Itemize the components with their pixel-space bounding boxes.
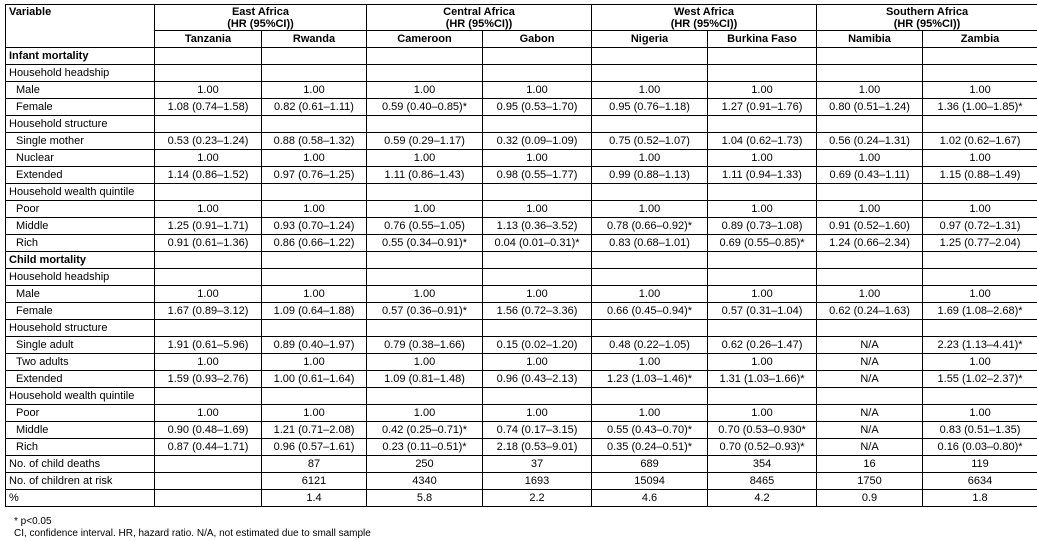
empty-cell [483, 320, 592, 337]
value-cell: 0.87 (0.44–1.71) [155, 439, 262, 456]
table-row [6, 490, 1037, 507]
value-cell: 1.00 [592, 201, 708, 218]
empty-cell [923, 320, 1037, 337]
value-cell: 0.57 (0.31–1.04) [708, 303, 817, 320]
value-cell: 1.11 (0.94–1.33) [708, 167, 817, 184]
region-header-central: Central Africa (HR (95%CI)) [367, 5, 592, 31]
value-cell: 1.00 [155, 354, 262, 371]
empty-cell [367, 269, 483, 286]
value-cell: 1.13 (0.36–3.52) [483, 218, 592, 235]
value-cell: 1.00 [367, 354, 483, 371]
value-cell: 0.75 (0.52–1.07) [592, 133, 708, 150]
empty-cell [592, 116, 708, 133]
table-row [6, 65, 1037, 82]
value-cell: 1.56 (0.72–3.36) [483, 303, 592, 320]
empty-cell [155, 320, 262, 337]
empty-cell [923, 388, 1037, 405]
value-cell: 0.59 (0.29–1.17) [367, 133, 483, 150]
country-header: Gabon [483, 31, 592, 48]
country-header: Cameroon [367, 31, 483, 48]
value-cell: 0.97 (0.72–1.31) [923, 218, 1037, 235]
value-cell: 1.00 [367, 405, 483, 422]
empty-cell [483, 48, 592, 65]
table-row [6, 439, 1037, 456]
row-label: Rich [6, 439, 155, 456]
value-cell: 1.67 (0.89–3.12) [155, 303, 262, 320]
empty-cell [817, 184, 923, 201]
empty-cell [367, 252, 483, 269]
value-cell: 1.00 [262, 286, 367, 303]
value-cell: 0.48 (0.22–1.05) [592, 337, 708, 354]
value-cell: 1.00 [923, 286, 1037, 303]
value-cell: 1.00 [923, 150, 1037, 167]
table-row [6, 303, 1037, 320]
value-cell: 1.09 (0.64–1.88) [262, 303, 367, 320]
table-row [6, 150, 1037, 167]
empty-cell [592, 388, 708, 405]
value-cell: 0.55 (0.43–0.70)* [592, 422, 708, 439]
value-cell: 1.00 [817, 150, 923, 167]
value-cell: 0.9 [817, 490, 923, 507]
value-cell: 1.00 [155, 82, 262, 99]
value-cell: 1.00 [155, 405, 262, 422]
empty-cell [483, 388, 592, 405]
empty-cell [817, 252, 923, 269]
empty-cell [817, 388, 923, 405]
empty-cell [155, 48, 262, 65]
country-header: Zambia [923, 31, 1037, 48]
row-label: Extended [6, 371, 155, 388]
value-cell: 1.00 [592, 82, 708, 99]
empty-cell [483, 252, 592, 269]
empty-cell [367, 184, 483, 201]
value-cell: 250 [367, 456, 483, 473]
hazard-ratio-table [5, 4, 1037, 507]
row-label: Male [6, 82, 155, 99]
empty-cell [708, 252, 817, 269]
row-label: Rich [6, 235, 155, 252]
empty-cell [817, 65, 923, 82]
value-cell: 1.00 [155, 286, 262, 303]
value-cell: 1.31 (1.03–1.66)* [708, 371, 817, 388]
country-header: Nigeria [592, 31, 708, 48]
value-cell: 1.00 [592, 150, 708, 167]
empty-cell [367, 48, 483, 65]
table-row [6, 456, 1037, 473]
value-cell: 4.2 [708, 490, 817, 507]
empty-cell [155, 269, 262, 286]
value-cell: 0.62 (0.26–1.47) [708, 337, 817, 354]
empty-cell [262, 320, 367, 337]
empty-cell [923, 48, 1037, 65]
region-header-west: West Africa (HR (95%CI)) [592, 5, 817, 31]
empty-cell [708, 65, 817, 82]
empty-cell [262, 252, 367, 269]
value-cell: 0.78 (0.66–0.92)* [592, 218, 708, 235]
value-cell: 0.23 (0.11–0.51)* [367, 439, 483, 456]
table-row [6, 218, 1037, 235]
value-cell: 1.00 [708, 405, 817, 422]
empty-cell [817, 48, 923, 65]
group-label: Household wealth quintile [6, 184, 155, 201]
value-cell: 0.57 (0.36–0.91)* [367, 303, 483, 320]
empty-cell [483, 269, 592, 286]
value-cell: 689 [592, 456, 708, 473]
value-cell: 1.00 [262, 150, 367, 167]
value-cell: 1.09 (0.81–1.48) [367, 371, 483, 388]
empty-cell [923, 65, 1037, 82]
value-cell: 119 [923, 456, 1037, 473]
empty-cell [367, 116, 483, 133]
empty-cell [367, 65, 483, 82]
empty-cell [483, 184, 592, 201]
value-cell: 1.69 (1.08–2.68)* [923, 303, 1037, 320]
value-cell: 1.25 (0.77–2.04) [923, 235, 1037, 252]
empty-cell [367, 320, 483, 337]
value-cell: 1.25 (0.91–1.71) [155, 218, 262, 235]
empty-cell [155, 116, 262, 133]
value-cell: 1.4 [262, 490, 367, 507]
table-row [6, 371, 1037, 388]
table-row [6, 82, 1037, 99]
table-row [6, 167, 1037, 184]
region-header-east: East Africa (HR (95%CI)) [155, 5, 367, 31]
value-cell: 0.56 (0.24–1.31) [817, 133, 923, 150]
value-cell: 1.00 (0.61–1.64) [262, 371, 367, 388]
value-cell: 0.88 (0.58–1.32) [262, 133, 367, 150]
empty-cell [923, 116, 1037, 133]
country-header: Burkina Faso [708, 31, 817, 48]
value-cell: 1.00 [367, 82, 483, 99]
value-cell: 354 [708, 456, 817, 473]
row-label: Single adult [6, 337, 155, 354]
stat-label: No. of children at risk [6, 473, 155, 490]
empty-cell [708, 388, 817, 405]
empty-cell [367, 388, 483, 405]
empty-cell [155, 252, 262, 269]
value-cell: 1.00 [708, 82, 817, 99]
table-row [6, 99, 1037, 116]
table-row [6, 201, 1037, 218]
value-cell: 1.00 [592, 286, 708, 303]
row-label: Extended [6, 167, 155, 184]
value-cell: N/A [817, 337, 923, 354]
empty-cell [262, 65, 367, 82]
empty-cell [923, 252, 1037, 269]
value-cell: 0.15 (0.02–1.20) [483, 337, 592, 354]
value-cell: 16 [817, 456, 923, 473]
value-cell: 1.00 [483, 354, 592, 371]
value-cell: 1.00 [923, 201, 1037, 218]
row-label: Nuclear [6, 150, 155, 167]
value-cell: 1.00 [262, 201, 367, 218]
value-cell: 0.55 (0.34–0.91)* [367, 235, 483, 252]
value-cell: 1.00 [592, 405, 708, 422]
stat-label: No. of child deaths [6, 456, 155, 473]
value-cell: 0.89 (0.40–1.97) [262, 337, 367, 354]
value-cell: 8465 [708, 473, 817, 490]
value-cell: 0.91 (0.52–1.60) [817, 218, 923, 235]
value-cell: 1.04 (0.62–1.73) [708, 133, 817, 150]
empty-cell [708, 48, 817, 65]
group-label: Household wealth quintile [6, 388, 155, 405]
value-cell: 0.32 (0.09–1.09) [483, 133, 592, 150]
value-cell: 4340 [367, 473, 483, 490]
group-label: Household structure [6, 320, 155, 337]
value-cell: 1.00 [923, 82, 1037, 99]
empty-cell [262, 388, 367, 405]
table-row [6, 473, 1037, 490]
value-cell: 0.99 (0.88–1.13) [592, 167, 708, 184]
table-row [6, 184, 1037, 201]
value-cell: 0.89 (0.73–1.08) [708, 218, 817, 235]
value-cell: 0.70 (0.52–0.93)* [708, 439, 817, 456]
table-row [6, 405, 1037, 422]
value-cell: 1.55 (1.02–2.37)* [923, 371, 1037, 388]
value-cell: 0.66 (0.45–0.94)* [592, 303, 708, 320]
value-cell: 0.70 (0.53–0.930* [708, 422, 817, 439]
row-label: Female [6, 303, 155, 320]
value-cell: 0.16 (0.03–0.80)* [923, 439, 1037, 456]
empty-cell [483, 65, 592, 82]
value-cell: 1.91 (0.61–5.96) [155, 337, 262, 354]
value-cell: 1.36 (1.00–1.85)* [923, 99, 1037, 116]
value-cell: 0.74 (0.17–3.15) [483, 422, 592, 439]
value-cell: 0.82 (0.61–1.11) [262, 99, 367, 116]
value-cell: 1.27 (0.91–1.76) [708, 99, 817, 116]
table-row [6, 337, 1037, 354]
empty-cell [708, 184, 817, 201]
table-row [6, 269, 1037, 286]
empty-cell [262, 269, 367, 286]
value-cell: 2.18 (0.53–9.01) [483, 439, 592, 456]
variable-header: Variable [6, 5, 155, 48]
value-cell: 1.00 [155, 150, 262, 167]
empty-cell [923, 269, 1037, 286]
group-label: Household headship [6, 65, 155, 82]
value-cell: 1.00 [483, 150, 592, 167]
table-row [6, 388, 1037, 405]
value-cell: 0.80 (0.51–1.24) [817, 99, 923, 116]
value-cell: 1.15 (0.88–1.49) [923, 167, 1037, 184]
row-label: Female [6, 99, 155, 116]
value-cell: 1.00 [708, 150, 817, 167]
value-cell: 4.6 [592, 490, 708, 507]
table-row [6, 286, 1037, 303]
value-cell: 0.95 (0.53–1.70) [483, 99, 592, 116]
value-cell: 1.00 [708, 201, 817, 218]
value-cell: 0.91 (0.61–1.36) [155, 235, 262, 252]
value-cell [155, 456, 262, 473]
value-cell: 1693 [483, 473, 592, 490]
value-cell: 1.8 [923, 490, 1037, 507]
value-cell: 1.00 [817, 201, 923, 218]
value-cell: 1.00 [817, 82, 923, 99]
empty-cell [592, 184, 708, 201]
value-cell: 0.96 (0.57–1.61) [262, 439, 367, 456]
value-cell: 1.00 [262, 405, 367, 422]
empty-cell [592, 65, 708, 82]
row-label: Single mother [6, 133, 155, 150]
value-cell: 2.23 (1.13–4.41)* [923, 337, 1037, 354]
value-cell: 0.98 (0.55–1.77) [483, 167, 592, 184]
value-cell: 1.00 [483, 405, 592, 422]
country-header: Namibia [817, 31, 923, 48]
value-cell: 1.02 (0.62–1.67) [923, 133, 1037, 150]
value-cell: N/A [817, 439, 923, 456]
table-row [6, 354, 1037, 371]
value-cell: 15094 [592, 473, 708, 490]
value-cell: 1.08 (0.74–1.58) [155, 99, 262, 116]
table-row [6, 133, 1037, 150]
value-cell: 1.00 [817, 286, 923, 303]
value-cell: 2.2 [483, 490, 592, 507]
group-label: Household structure [6, 116, 155, 133]
value-cell: 0.93 (0.70–1.24) [262, 218, 367, 235]
empty-cell [155, 388, 262, 405]
empty-cell [592, 48, 708, 65]
table-row [6, 252, 1037, 269]
value-cell: 0.83 (0.51–1.35) [923, 422, 1037, 439]
country-header: Tanzania [155, 31, 262, 48]
table-row [6, 320, 1037, 337]
value-cell: 1750 [817, 473, 923, 490]
value-cell: 0.69 (0.43–1.11) [817, 167, 923, 184]
value-cell: 1.00 [367, 201, 483, 218]
table-body [6, 48, 1037, 507]
value-cell: 1.21 (0.71–2.08) [262, 422, 367, 439]
value-cell: 0.79 (0.38–1.66) [367, 337, 483, 354]
value-cell: N/A [817, 371, 923, 388]
value-cell: 0.53 (0.23–1.24) [155, 133, 262, 150]
value-cell: N/A [817, 354, 923, 371]
value-cell: 0.83 (0.68–1.01) [592, 235, 708, 252]
empty-cell [592, 252, 708, 269]
value-cell: 1.14 (0.86–1.52) [155, 167, 262, 184]
empty-cell [262, 48, 367, 65]
table-row [6, 116, 1037, 133]
value-cell: 1.00 [367, 150, 483, 167]
empty-cell [923, 184, 1037, 201]
section-label: Child mortality [6, 252, 155, 269]
value-cell: 1.00 [262, 82, 367, 99]
value-cell: 1.23 (1.03–1.46)* [592, 371, 708, 388]
value-cell: 5.8 [367, 490, 483, 507]
row-label: Middle [6, 422, 155, 439]
footnote-abbreviations: CI, confidence interval. HR, hazard ratio. N/A, not estimated due to small sample [14, 528, 371, 539]
empty-cell [592, 320, 708, 337]
value-cell: 1.00 [923, 354, 1037, 371]
value-cell: 1.24 (0.66–2.34) [817, 235, 923, 252]
empty-cell [817, 269, 923, 286]
value-cell: N/A [817, 422, 923, 439]
empty-cell [262, 184, 367, 201]
empty-cell [262, 116, 367, 133]
value-cell: 0.76 (0.55–1.05) [367, 218, 483, 235]
value-cell: 87 [262, 456, 367, 473]
empty-cell [483, 116, 592, 133]
empty-cell [155, 65, 262, 82]
row-label: Middle [6, 218, 155, 235]
value-cell: 0.95 (0.76–1.18) [592, 99, 708, 116]
value-cell: 1.00 [923, 405, 1037, 422]
stat-label: % [6, 490, 155, 507]
empty-cell [708, 320, 817, 337]
value-cell: 0.69 (0.55–0.85)* [708, 235, 817, 252]
value-cell: 6121 [262, 473, 367, 490]
footnote-significance: * p<0.05 [14, 516, 52, 527]
value-cell: 0.96 (0.43–2.13) [483, 371, 592, 388]
empty-cell [817, 320, 923, 337]
value-cell: 0.90 (0.48–1.69) [155, 422, 262, 439]
empty-cell [708, 269, 817, 286]
value-cell: 0.59 (0.40–0.85)* [367, 99, 483, 116]
value-cell: 1.00 [592, 354, 708, 371]
table-row [6, 48, 1037, 65]
empty-cell [708, 116, 817, 133]
row-label: Poor [6, 405, 155, 422]
value-cell: 1.00 [367, 286, 483, 303]
row-label: Two adults [6, 354, 155, 371]
table-row [6, 422, 1037, 439]
value-cell: 1.00 [483, 286, 592, 303]
region-header-southern: Southern Africa (HR (95%CI)) [817, 5, 1037, 31]
value-cell: 0.97 (0.76–1.25) [262, 167, 367, 184]
value-cell: 0.35 (0.24–0.51)* [592, 439, 708, 456]
value-cell: 0.42 (0.25–0.71)* [367, 422, 483, 439]
table-row [6, 235, 1037, 252]
value-cell: 1.00 [483, 82, 592, 99]
group-label: Household headship [6, 269, 155, 286]
value-cell: 1.11 (0.86–1.43) [367, 167, 483, 184]
value-cell: 1.00 [708, 286, 817, 303]
empty-cell [592, 269, 708, 286]
value-cell: 1.00 [483, 201, 592, 218]
value-cell: 0.04 (0.01–0.31)* [483, 235, 592, 252]
country-header: Rwanda [262, 31, 367, 48]
value-cell: 6634 [923, 473, 1037, 490]
value-cell: 0.86 (0.66–1.22) [262, 235, 367, 252]
value-cell: 37 [483, 456, 592, 473]
section-label: Infant mortality [6, 48, 155, 65]
value-cell [155, 490, 262, 507]
empty-cell [817, 116, 923, 133]
value-cell: 1.00 [262, 354, 367, 371]
value-cell [155, 473, 262, 490]
row-label: Male [6, 286, 155, 303]
value-cell: N/A [817, 405, 923, 422]
row-label: Poor [6, 201, 155, 218]
value-cell: 1.00 [155, 201, 262, 218]
value-cell: 1.59 (0.93–2.76) [155, 371, 262, 388]
value-cell: 1.00 [708, 354, 817, 371]
value-cell: 0.62 (0.24–1.63) [817, 303, 923, 320]
empty-cell [155, 184, 262, 201]
